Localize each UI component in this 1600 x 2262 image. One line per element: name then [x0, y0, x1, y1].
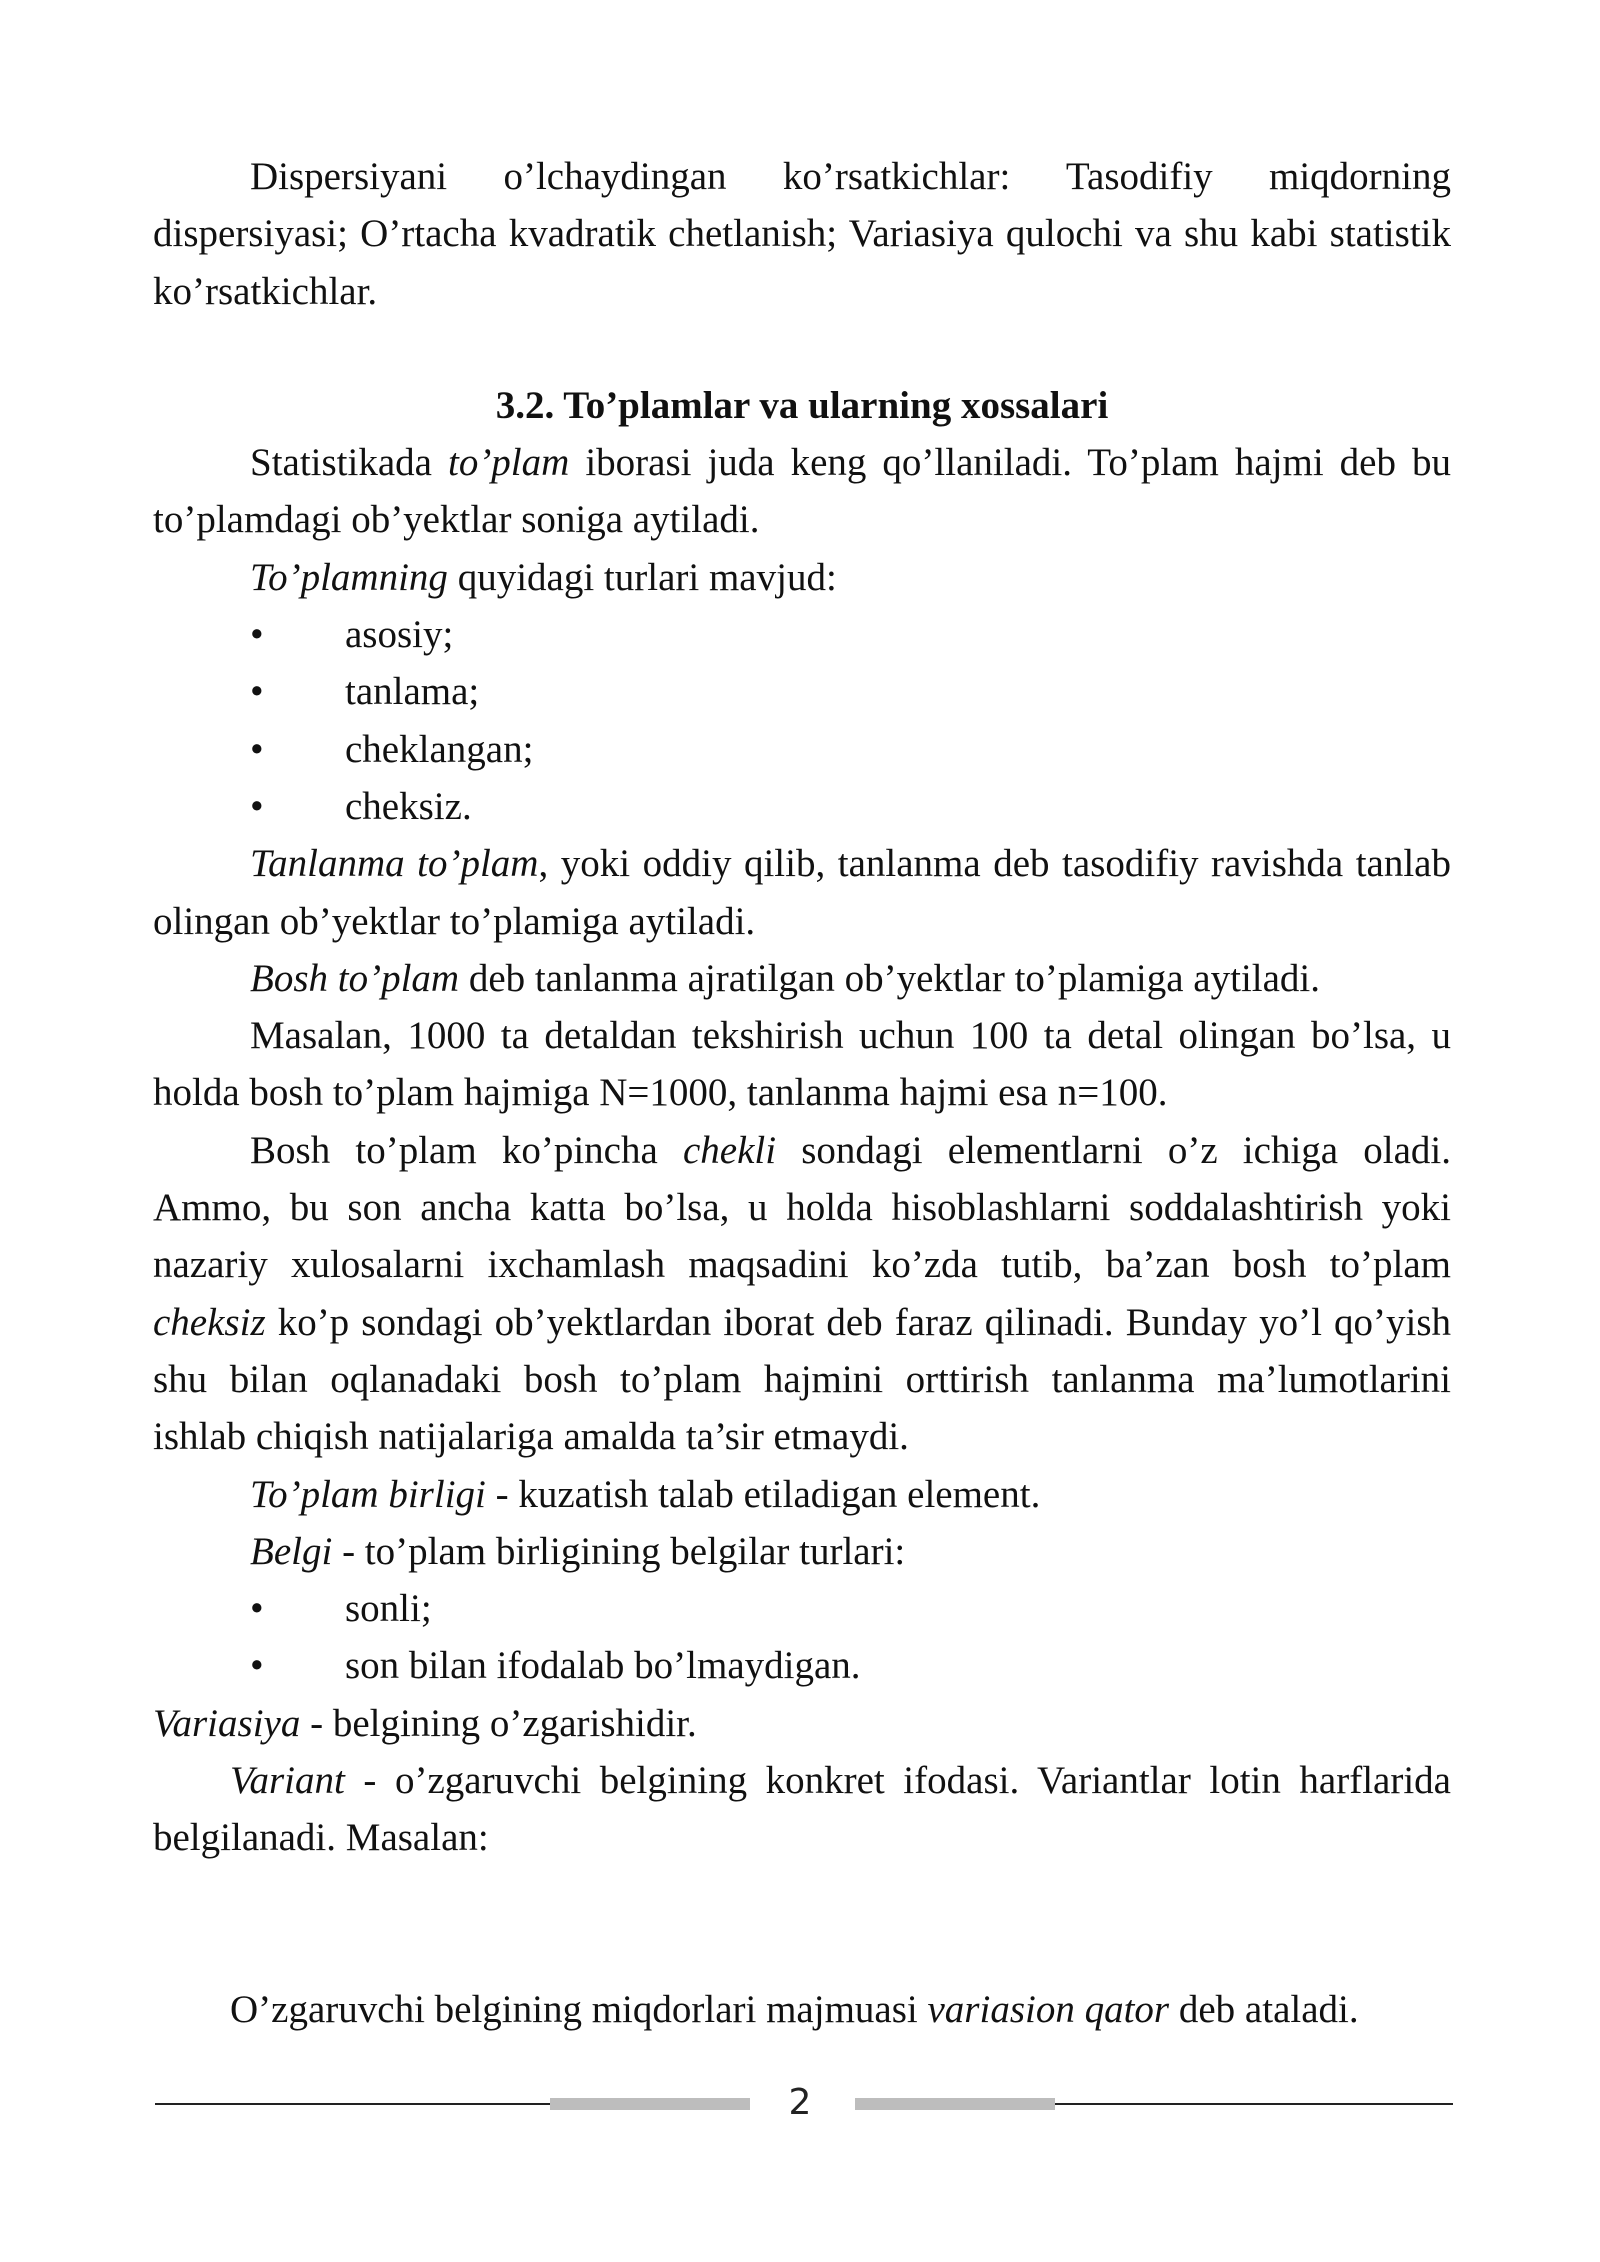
paragraph-general-set	[153, 950, 1451, 1007]
attribute-types-list	[153, 1580, 1451, 1695]
paragraph-set-unit	[153, 1466, 1451, 1523]
italic-term: cheksiz	[153, 1300, 266, 1344]
bullet-icon: •	[250, 784, 264, 828]
paragraph-set-types	[153, 549, 1451, 606]
list-item	[153, 606, 1451, 663]
italic-term: Variasiya	[153, 1701, 301, 1745]
footer-bar-right	[855, 2098, 1055, 2110]
text-run: sondagi elementlarni o’z ichiga oladi. Ammo, bu son ancha katta bo’lsa, u holda hisoblashlarni soddalashtirish yoki nazariy xulosalarni ixchamlash maqsadini ko’zda tutib, ba’zan bosh to’plam	[153, 1128, 1452, 1287]
paragraph-text: Dispersiyani o’lchaydingan ko’rsatkichlar: Tasodifiy miqdorning dispersiyasi; O’rtacha kvadratik chetlanish; Variasiya qulochi va shu kabi statistik ko’rsatkichlar.	[153, 155, 1451, 313]
list-item	[153, 1580, 1451, 1637]
list-item	[153, 663, 1451, 720]
italic-term: Bosh to’plam	[250, 956, 460, 1000]
italic-term: To’plam birligi	[250, 1472, 486, 1516]
bullet-icon: •	[250, 727, 264, 771]
page-number: 2	[788, 2082, 812, 2123]
text-run: iborasi juda keng qo’llaniladi. To’plam hajmi deb bu to’plamdagi ob’yektlar soniga aytiladi.	[153, 441, 1451, 542]
list-item-text: asosiy;	[345, 613, 454, 657]
italic-term: to’plam	[447, 441, 570, 485]
paragraph-variant	[153, 1752, 1451, 1867]
text-run: - kuzatish talab etiladigan element.	[485, 1472, 1041, 1516]
paragraph-sample-set	[153, 835, 1451, 950]
text-run: ko’p sondagi ob’yektlardan iborat deb faraz qilinadi. Bunday yo’l qo’yish shu bilan oqlanadaki bosh to’plam hajmini orttirish tanlanma ma’lumotlarini ishlab chiqish natijalariga amalda ta’sir etmaydi.	[153, 1300, 1451, 1459]
text-run: Bosh to’plam ko’pincha	[250, 1128, 683, 1172]
text-run: - to’plam birligining belgilar turlari:	[332, 1529, 906, 1573]
italic-term: Belgi	[250, 1529, 333, 1573]
italic-term: variasion qator	[927, 1987, 1170, 2031]
list-item-text: cheklangan;	[345, 727, 534, 771]
bullet-icon: •	[250, 1587, 264, 1631]
list-item-text: tanlama;	[345, 670, 480, 714]
bullet-icon: •	[250, 670, 264, 714]
text-run: quyidagi turlari mavjud:	[447, 555, 837, 599]
paragraph-attribute	[153, 1523, 1451, 1580]
footer-bar-left	[550, 2098, 750, 2110]
list-item-text: sonli;	[345, 1587, 432, 1631]
paragraph-variation-series	[153, 1981, 1451, 2038]
list-item	[153, 721, 1451, 778]
text-run: , yoki oddiy qilib, tanlanma deb tasodifiy ravishda tanlab olingan ob’yektlar to’plamiga aytiladi.	[153, 842, 1451, 943]
paragraph-variation	[153, 1695, 1451, 1752]
page-body	[153, 148, 1451, 2038]
paragraph-finite-infinite	[153, 1122, 1451, 1466]
text-run: deb ataladi.	[1169, 1987, 1359, 2031]
text-run: O’zgaruvchi belgining miqdorlari majmuasi	[230, 1987, 928, 2031]
bullet-icon: •	[250, 1644, 264, 1688]
text-run: - o’zgaruvchi belgining konkret ifodasi. Variantlar lotin harflarida belgilanadi. Masalan:	[153, 1759, 1451, 1860]
paragraph-example	[153, 1007, 1451, 1122]
text-run: - belgining o’zgarishidir.	[300, 1701, 697, 1745]
italic-term: Variant	[230, 1759, 345, 1803]
text-run: Masalan, 1000 ta detaldan tekshirish uchun 100 ta detal olingan bo’lsa, u holda bosh to’plam hajmiga N=1000, tanlanma hajmi esa n=100.	[153, 1014, 1451, 1115]
text-run: Statistikada	[250, 441, 448, 485]
section-heading: 3.2. To’plamlar va ularning xossalari	[495, 383, 1109, 427]
paragraph-statistics-set	[153, 434, 1451, 549]
italic-term: chekli	[682, 1128, 777, 1172]
list-item	[153, 1637, 1451, 1694]
set-types-list	[153, 606, 1451, 835]
italic-term: To’plamning	[250, 555, 448, 599]
list-item-text: son bilan ifodalab bo’lmaydigan.	[345, 1644, 861, 1688]
bullet-icon: •	[250, 613, 264, 657]
list-item-text: cheksiz.	[345, 784, 472, 828]
italic-term: Tanlanma to’plam	[250, 842, 539, 886]
list-item	[153, 778, 1451, 835]
text-run: deb tanlanma ajratilgan ob’yektlar to’plamiga aytiladi.	[459, 956, 1321, 1000]
blank-space	[153, 1867, 1451, 1981]
page-footer	[0, 2078, 1600, 2138]
paragraph-dispersion-indicators	[153, 148, 1451, 320]
